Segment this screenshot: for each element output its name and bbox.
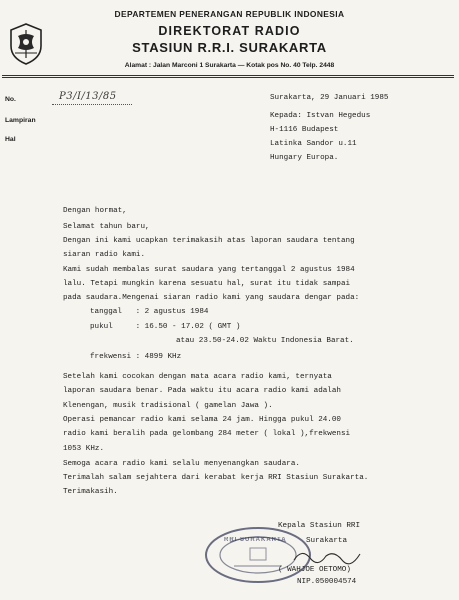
directorate-heading: DIREKTORAT RADIO [158,24,301,38]
signatory-nip: NIP.050004574 [297,578,357,586]
body-line: pada saudara.Mengenai siaran radio kami yang saudara dengar pada: [63,294,360,302]
body-line: Kami sudah membalas surat saudara yang tertanggal 2 agustus 1984 [63,266,355,274]
recipient-line-4: Hungary Europa. [270,154,339,162]
signatory-name: ( WAHJOE OETOMO) [278,566,351,574]
reference-number-dotted-line [52,104,132,105]
signature-scribble-icon [292,546,362,566]
header-rule-top [2,75,454,76]
station-address: Alamat : Jalan Marconi 1 Surakarta — Kotak pos No. 40 Telp. 2448 [124,62,335,69]
broadcast-frequency-line: frekwensi : 4899 KHz [90,353,182,361]
body-line: Selamat tahun baru, [63,223,150,231]
recipient-line-1: Kepada: Istvan Hegedus [270,112,371,120]
signatory-city: Surakarta [306,537,348,545]
body-line: lalu. Tetapi mungkin karena sesuatu hal, surat itu tidak sampai [63,280,351,288]
no-label: No. [5,96,16,103]
department-heading: DEPARTEMEN PENERANGAN REPUBLIK INDONESIA [114,9,345,19]
body-line: Klenengan, musik tradisional ( gamelan Jawa ). [63,402,273,410]
body-line: siaran radio kami. [63,251,146,259]
date-line: Surakarta, 29 Januari 1985 [270,94,389,102]
body-line: radio kami beralih pada gelombang 284 meter ( lokal ),frekwensi [63,430,351,438]
reference-number: P3/I/13/85 [59,91,117,102]
salutation: Dengan hormat, [63,207,127,215]
signatory-title: Kepala Stasiun RRI [278,522,361,530]
lampiran-label: Lampiran [5,117,36,124]
stamp-text: RRI SURAKARTA [224,537,287,543]
station-heading: STASIUN R.R.I. SURAKARTA [132,40,327,55]
body-line: 1053 KHz. [63,445,105,453]
closing-line: Terimakasih. [63,488,118,496]
body-line: Semoga acara radio kami selalu menyenangkan saudara. [63,460,300,468]
recipient-line-3: Latinka Sandor u.11 [270,140,357,148]
body-line: Operasi pemancar radio kami selama 24 jam. Hingga pukul 24.00 [63,416,341,424]
body-line: Terimalah salam sejahtera dari kerabat kerja RRI Stasiun Surakarta. [63,474,369,482]
broadcast-date-line: tanggal : 2 agustus 1984 [90,308,209,316]
body-line: Dengan ini kami ucapkan terimakasih atas laporan saudara tentang [63,237,355,245]
recipient-line-2: H-1116 Budapest [270,126,339,134]
header-rule-bottom [2,77,454,78]
broadcast-time-wib-line: atau 23.50-24.02 Waktu Indonesia Barat. [176,337,354,345]
broadcast-time-line: pukul : 16.50 - 17.02 ( GMT ) [90,323,241,331]
body-line: laporan saudara benar. Pada waktu itu acara radio kami adalah [63,387,341,395]
hal-label: Hal [5,136,16,143]
body-line: Setelah kami cocokan dengan mata acara radio kami, ternyata [63,373,332,381]
